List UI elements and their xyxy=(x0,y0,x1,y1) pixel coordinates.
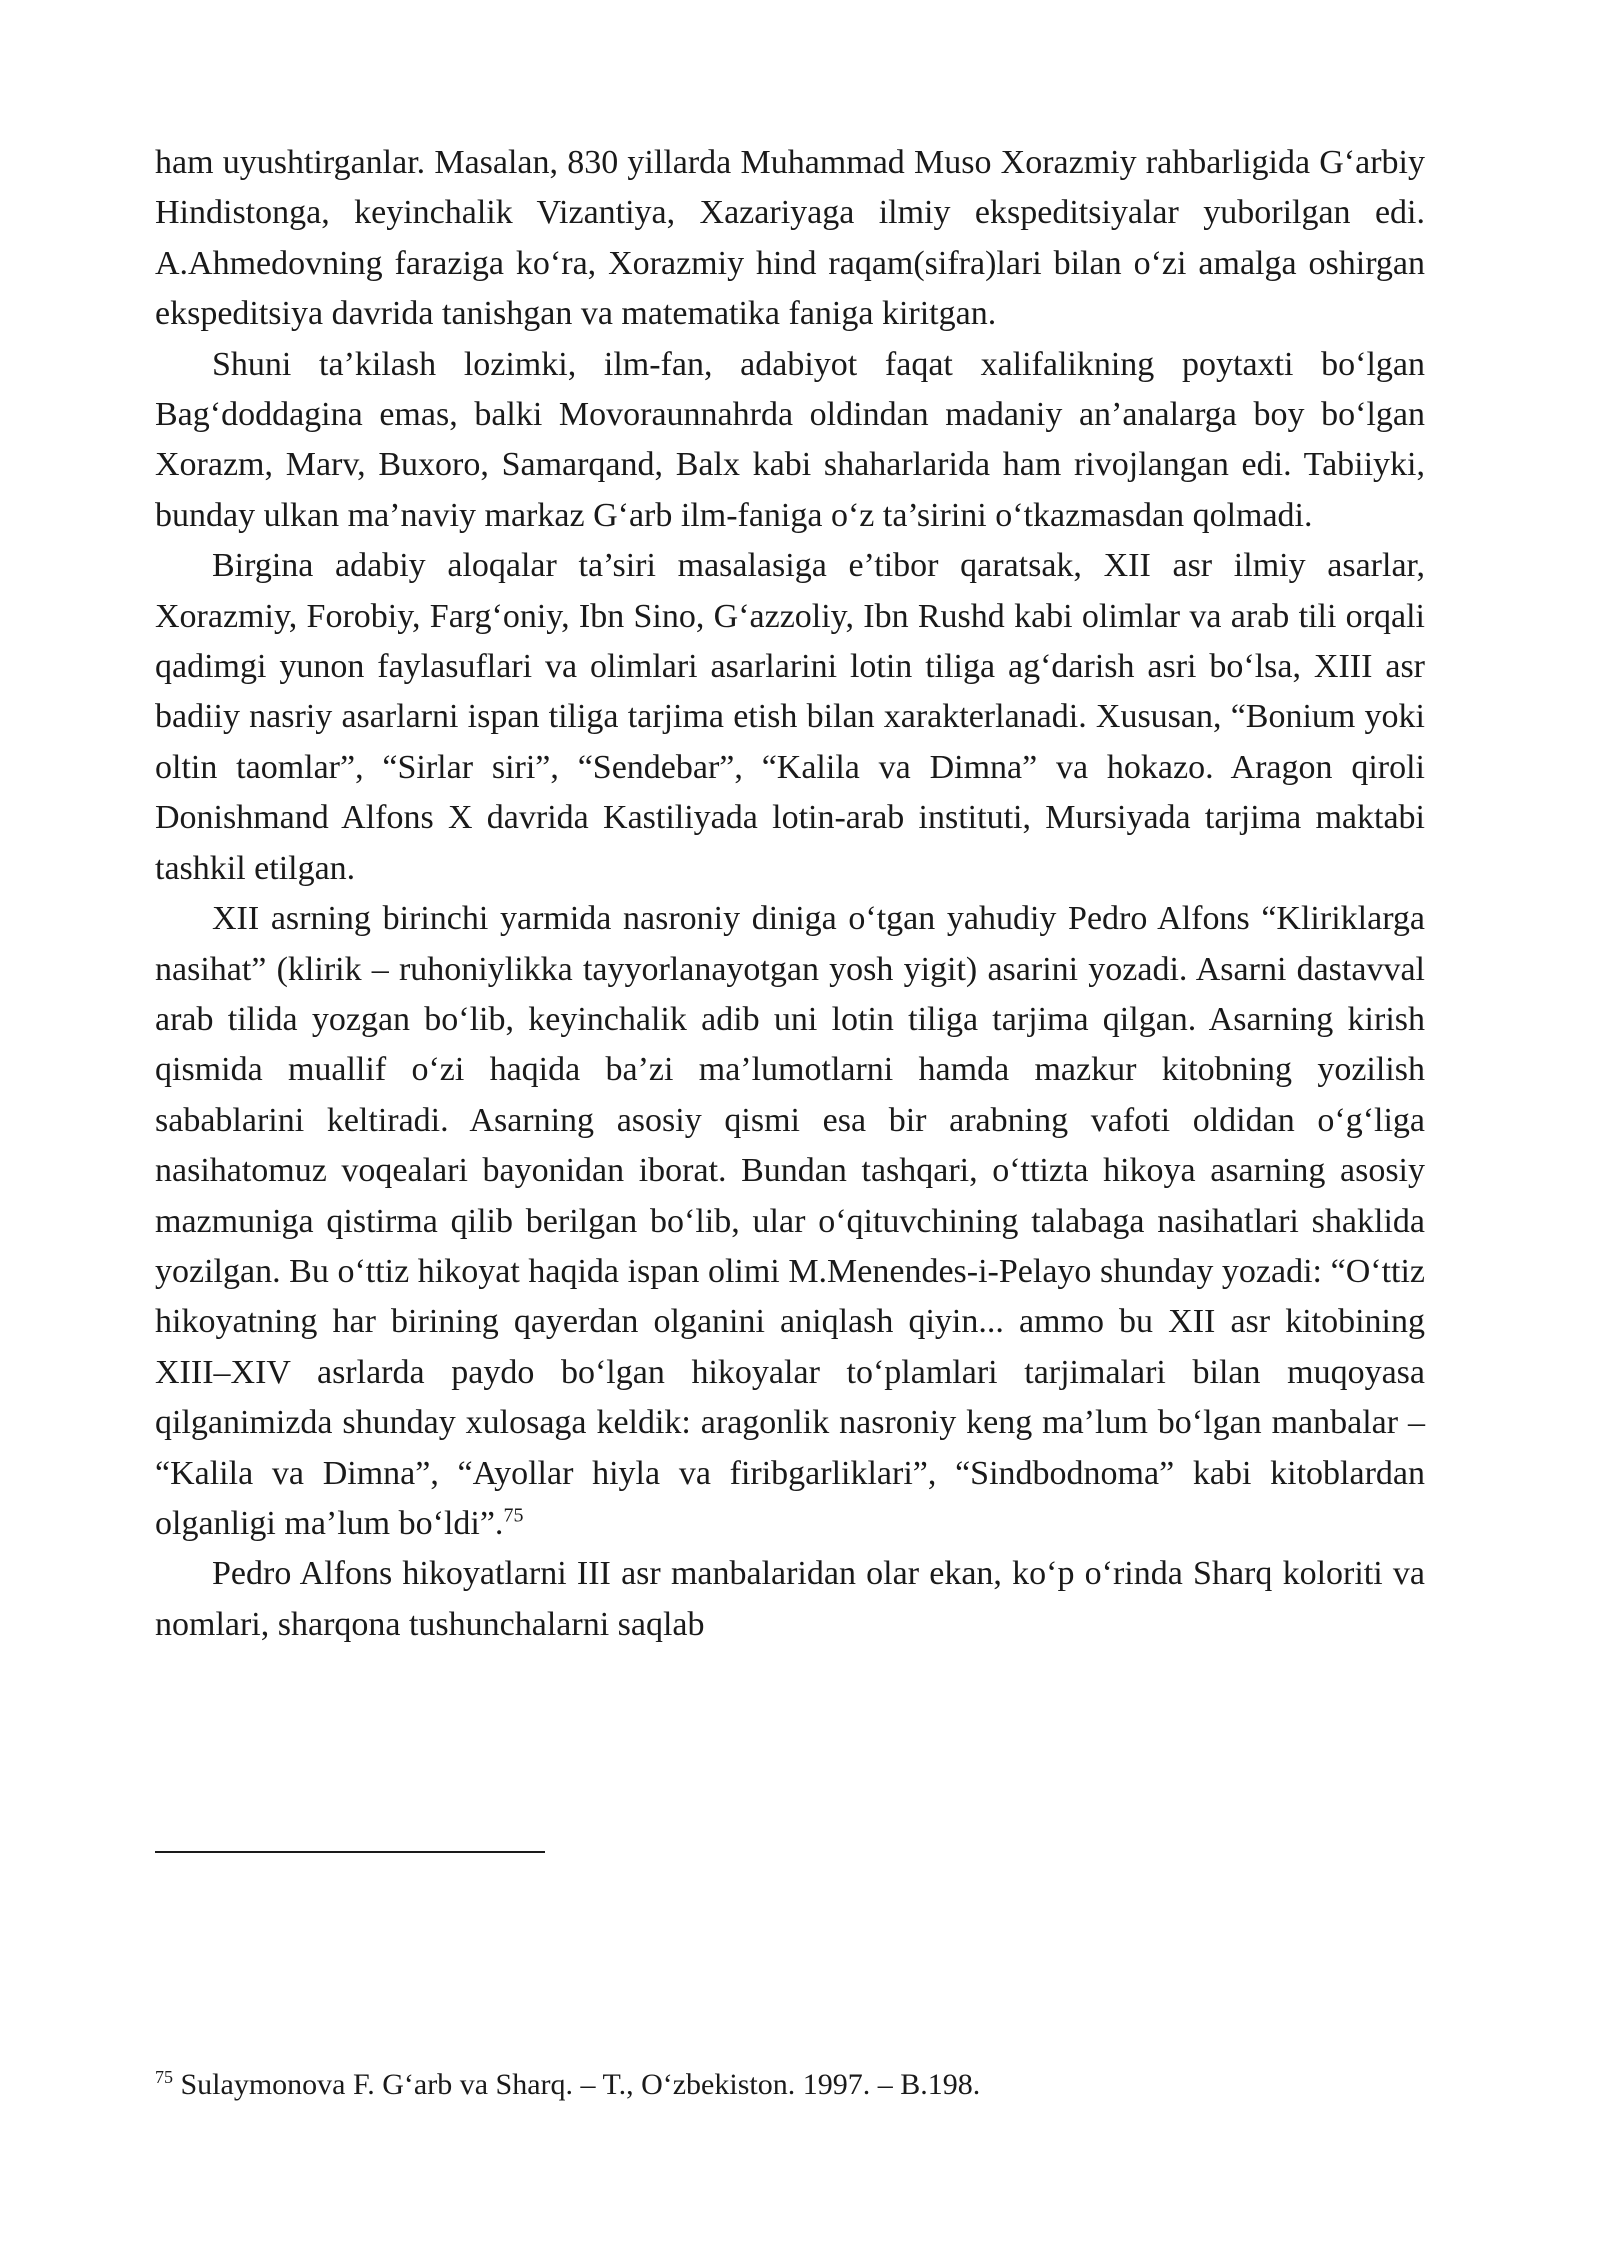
footnote-text: Sulaymonova F. G‘arb va Sharq. – T., O‘zbekiston. 1997. – B.198. xyxy=(173,2068,981,2101)
page-body xyxy=(155,138,1425,1650)
footnote-divider xyxy=(155,1851,545,1853)
paragraph-2: Shuni ta’kilash lozimki, ilm-fan, adabiyot faqat xalifalikning poytaxti bo‘lgan Bag‘doddagina emas, balki Movoraunnahrda oldindan madaniy an’analarga boy bo‘lgan Xorazm, Marv, Buxoro, Samarqand, Balx kabi shaharlarida ham rivojlangan edi. Tabiiyki, bunday ulkan ma’naviy markaz G‘arb ilm-faniga o‘z ta’sirini o‘tkazmasdan qolmadi. xyxy=(155,345,1425,534)
paragraph-4-text: XII asrning birinchi yarmida nasroniy diniga o‘tgan yahudiy Pedro Alfons “Kliriklarga nasihat” (klirik – ruhoniylikka tayyorlanayotgan yosh yigit) asarini yozadi. Asarni dastavval arab tilida yozgan bo‘lib, keyinchalik adib uni lotin tiliga tarjima qilgan. Asarning kirish qismida muallif o‘zi haqida ba’zi ma’lumotlarni hamda mazkur kitobning yozilish sabablarini keltiradi. Asarning asosiy qismi esa bir arabning vafoti oldidan o‘g‘liga nasihatomuz voqealari bayonidan iborat. Bundan tashqari, o‘ttizta hikoya asarning asosiy mazmuniga qistirma qilib berilgan bo‘lib, ular o‘qituvchining talabaga nasihatlari shaklida yozilgan. Bu o‘ttiz hikoyat haqida ispan olimi M.Menendes-i-Pelayo shunday yozadi: “O‘ttiz hikoyatning har birining qayerdan olganini aniqlash qiyin... ammo bu XII asr kitobining XIII–XIV asrlarda paydo bo‘lgan hikoyalar to‘plamlari tarjimalari bilan muqoyasa qilganimizda shunday xulosaga keldik: aragonlik nasroniy keng ma’lum bo‘lgan manbalar – “Kalila va Dimna”, “Ayollar hiyla va firibgarliklari”, “Sindbodnoma” kabi kitoblardan olganligi ma’lum bo‘ldi”. xyxy=(155,900,1425,1542)
paragraph-5: Pedro Alfons hikoyatlarni III asr manbalaridan olar ekan, ko‘p o‘rinda Sharq koloriti va nomlari, sharqona tushunchalarni saqlab xyxy=(155,1555,1425,1643)
footnote xyxy=(155,2065,1425,2105)
footnote-reference[interactable]: 75 xyxy=(503,1504,524,1527)
paragraph-4 xyxy=(155,894,1425,1549)
paragraph-1: ham uyushtirganlar. Masalan, 830 yillarda Muhammad Muso Xorazmiy rahbarligida G‘arbiy Hindistonga, keyinchalik Vizantiya, Xazariyaga ilmiy ekspeditsiyalar yuborilgan edi. A.Ahmedovning faraziga ko‘ra, Xorazmiy hind raqam(sifra)lari bilan o‘zi amalga oshirgan ekspeditsiya davrida tanishgan va matematika faniga kiritgan. xyxy=(155,144,1425,333)
paragraph-3: Birgina adabiy aloqalar ta’siri masalasiga e’tibor qaratsak, XII asr ilmiy asarlar, Xorazmiy, Forobiy, Farg‘oniy, Ibn Sino, G‘azzoliy, Ibn Rushd kabi olimlar va arab tili orqali qadimgi yunon faylasuflari va olimlari asarlarini lotin tiliga ag‘darish asri bo‘lsa, XIII asr badiiy nasriy asarlarni ispan tiliga tarjima etish bilan xarakterlanadi. Xususan, “Bonium yoki oltin taomlar”, “Sirlar siri”, “Sendebar”, “Kalila va Dimna” va hokazo. Aragon qiroli Donishmand Alfons X davrida Kastiliyada lotin-arab instituti, Mursiyada tarjima maktabi tashkil etilgan. xyxy=(155,547,1425,887)
footnote-number: 75 xyxy=(155,2067,173,2087)
